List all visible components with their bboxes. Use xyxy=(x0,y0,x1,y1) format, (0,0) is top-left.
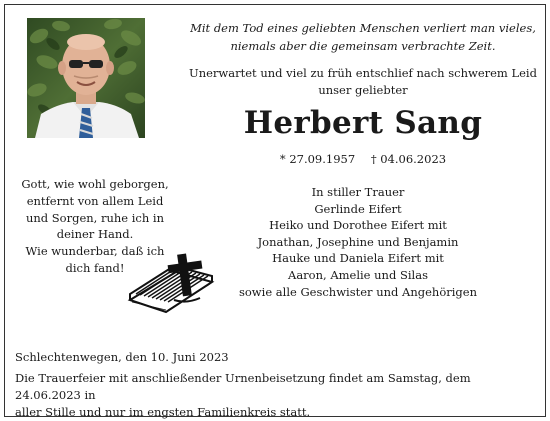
mourner-line: sowie alle Geschwister und Angehörigen xyxy=(238,284,477,299)
intro-line: Unerwartet und viel zu früh entschlief nach schwerem Leid xyxy=(189,66,537,80)
memorial-quote-line: Mit dem Tod eines geliebten Menschen verliert man vieles, xyxy=(190,21,536,35)
mourners-heading: In stiller Trauer xyxy=(311,185,405,199)
place-and-date: Schlechtenwegen, den 10. Juni 2023 xyxy=(15,350,229,364)
mourner-line: Heiko und Dorothee Eifert mit xyxy=(269,218,447,233)
poem-line: dich fand! xyxy=(65,260,125,275)
deceased-name: Herbert Sang xyxy=(243,105,483,141)
memorial-quote xyxy=(183,19,543,55)
poem-line: entfernt von allem Leid xyxy=(26,193,164,208)
portrait-photo xyxy=(27,18,145,138)
memorial-quote-line: niemals aber die gemeinsam verbrachte Zeit. xyxy=(230,39,496,53)
funeral-info xyxy=(15,370,540,421)
bible-cross-icon xyxy=(126,248,216,314)
funeral-info-line: Die Trauerfeier mit anschließender Urnenbeisetzung findet am Samstag, dem 24.06.2023 in xyxy=(15,371,471,402)
poem-line: und Sorgen, ruhe ich in xyxy=(25,210,165,225)
birth-date: * 27.09.1957 xyxy=(279,152,356,166)
funeral-info-line: aller Stille und nur im engsten Familienkreis statt. xyxy=(15,405,311,419)
mourner-line: Jonathan, Josephine und Benjamin xyxy=(257,234,459,249)
life-dates xyxy=(183,151,543,167)
intro-line: unser geliebter xyxy=(318,83,408,97)
mourner-line: Gerlinde Eifert xyxy=(314,201,402,216)
announcement-intro xyxy=(183,65,543,99)
poem-line: Gott, wie wohl geborgen, xyxy=(21,177,169,191)
mourner-line: Aaron, Amelie und Silas xyxy=(288,267,428,282)
poem-line: Wie wunderbar, daß ich xyxy=(25,244,165,259)
obituary-notice xyxy=(4,4,546,417)
poem-line: deiner Hand. xyxy=(56,227,134,242)
death-date: † 04.06.2023 xyxy=(370,152,447,166)
mourner-line: Hauke und Daniela Eifert mit xyxy=(272,251,444,266)
portrait-photo-icon xyxy=(27,18,145,138)
mourners-list xyxy=(223,184,493,300)
